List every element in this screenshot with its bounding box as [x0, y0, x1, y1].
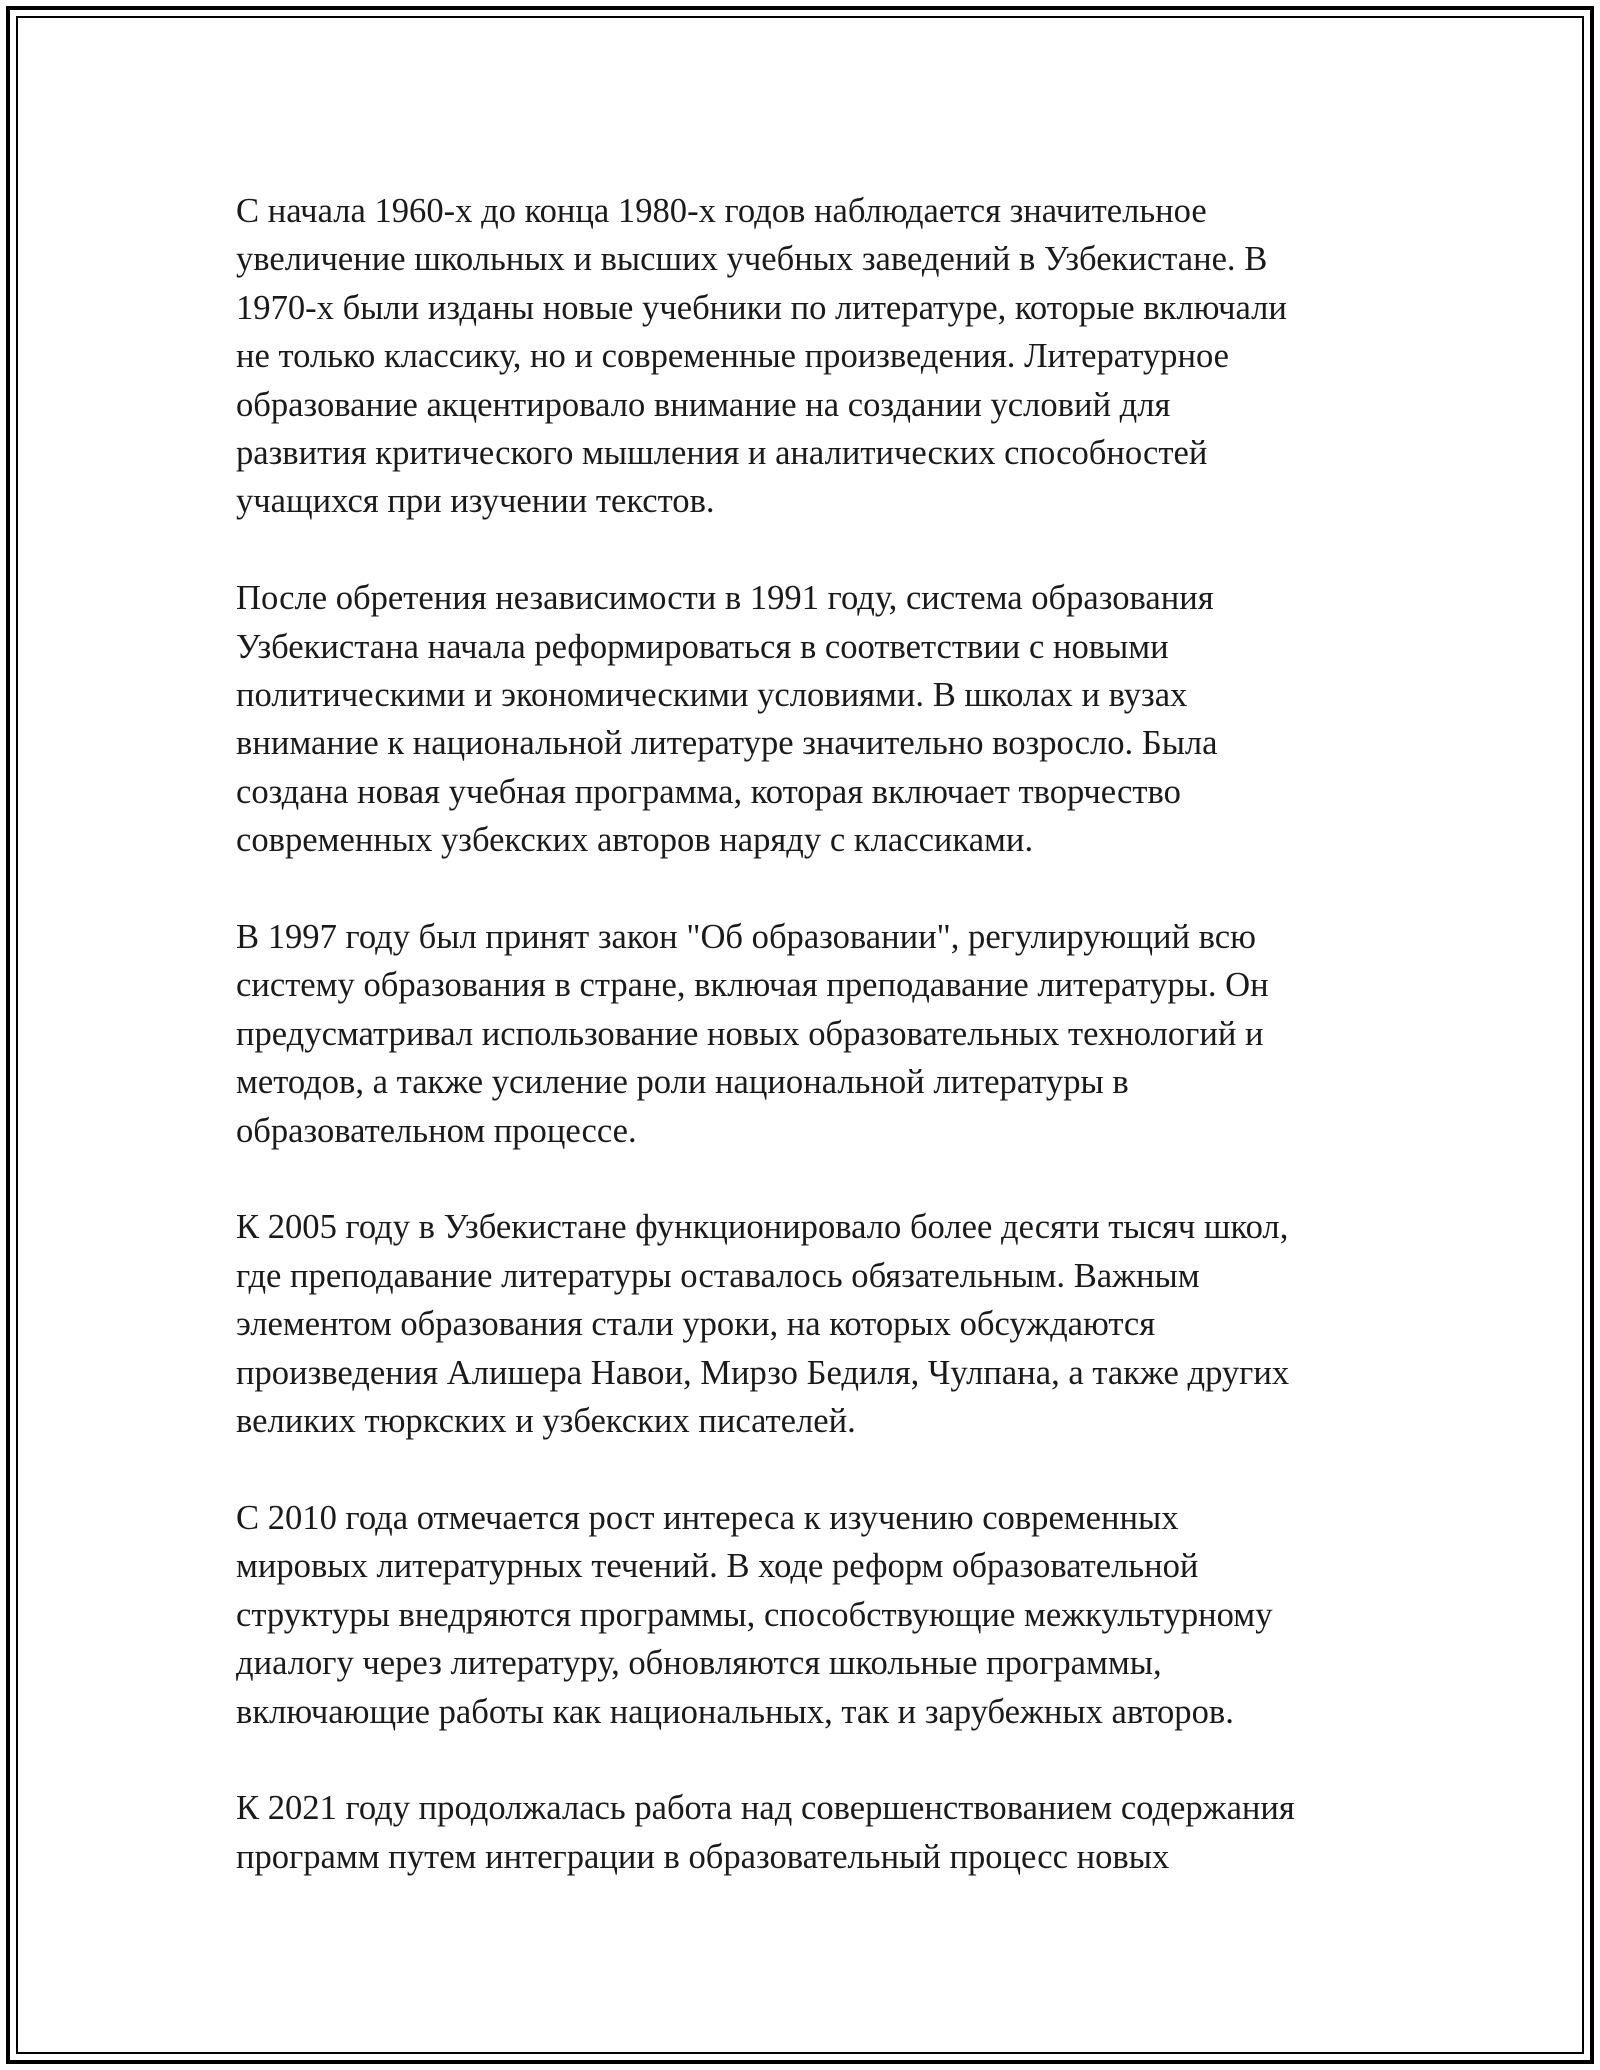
text-line: мировых литературных течений. В ходе реформ образовательной: [236, 1547, 1199, 1586]
paragraph-1: [236, 187, 1386, 526]
paragraph-4: [236, 1203, 1386, 1445]
document-body: [236, 187, 1386, 1930]
text-line: К 2021 году продолжалась работа над совершенствованием содержания: [236, 1789, 1295, 1828]
text-line: С 2010 года отмечается рост интереса к изучению современных: [236, 1498, 1179, 1537]
text-line: увеличение школьных и высших учебных заведений в Узбекистане. В: [236, 240, 1268, 279]
text-line: произведения Алишера Навои, Мирзо Бедиля, Чулпана, а также других: [236, 1353, 1290, 1392]
text-line: В 1997 году был принят закон "Об образовании", регулирующий всю: [236, 918, 1256, 957]
text-line: предусматривал использование новых образовательных технологий и: [236, 1014, 1264, 1053]
text-line: С начала 1960-х до конца 1980-х годов наблюдается значительное: [236, 192, 1207, 230]
text-line: современных узбекских авторов наряду с классиками.: [236, 821, 1034, 860]
paragraph-3: [236, 913, 1386, 1155]
text-line: образование акцентировало внимание на создании условий для: [236, 385, 1171, 424]
text-line: К 2005 году в Узбекистане функционировало более десяти тысяч школ,: [236, 1208, 1289, 1247]
text-line: После обретения независимости в 1991 году, система образования: [236, 579, 1214, 618]
text-line: создана новая учебная программа, которая включает творчество: [236, 772, 1181, 811]
text-line: методов, а также усиление роли национальной литературы в: [236, 1063, 1129, 1102]
text-line: Узбекистана начала реформироваться в соответствии с новыми: [236, 627, 1169, 666]
text-line: развития критического мышления и аналитических способностей: [236, 434, 1208, 473]
text-line: где преподавание литературы оставалось обязательным. Важным: [236, 1256, 1200, 1295]
text-line: систему образования в стране, включая преподавание литературы. Он: [236, 966, 1269, 1005]
text-line: структуры внедряются программы, способствующие межкультурному: [236, 1595, 1273, 1634]
text-line: элементом образования стали уроки, на которых обсуждаются: [236, 1305, 1156, 1344]
text-line: учащихся при изучении текстов.: [236, 482, 715, 521]
text-line: 1970-х были изданы новые учебники по литературе, которые включали: [236, 288, 1287, 327]
text-line: не только классику, но и современные произведения. Литературное: [236, 337, 1230, 376]
paragraph-5: [236, 1494, 1386, 1736]
text-line: диалогу через литературу, обновляются школьные программы,: [236, 1644, 1162, 1683]
text-line: великих тюркских и узбекских писателей.: [236, 1402, 856, 1441]
text-line: внимание к национальной литературе значительно возросло. Была: [236, 724, 1218, 763]
paragraph-6: [236, 1784, 1386, 1881]
text-line: программ путем интеграции в образовательный процесс новых: [236, 1837, 1170, 1876]
text-line: включающие работы как национальных, так и зарубежных авторов.: [236, 1692, 1234, 1731]
text-line: политическими и экономическими условиями. В школах и вузах: [236, 676, 1188, 715]
text-line: образовательном процессе.: [236, 1111, 637, 1150]
paragraph-2: [236, 574, 1386, 864]
